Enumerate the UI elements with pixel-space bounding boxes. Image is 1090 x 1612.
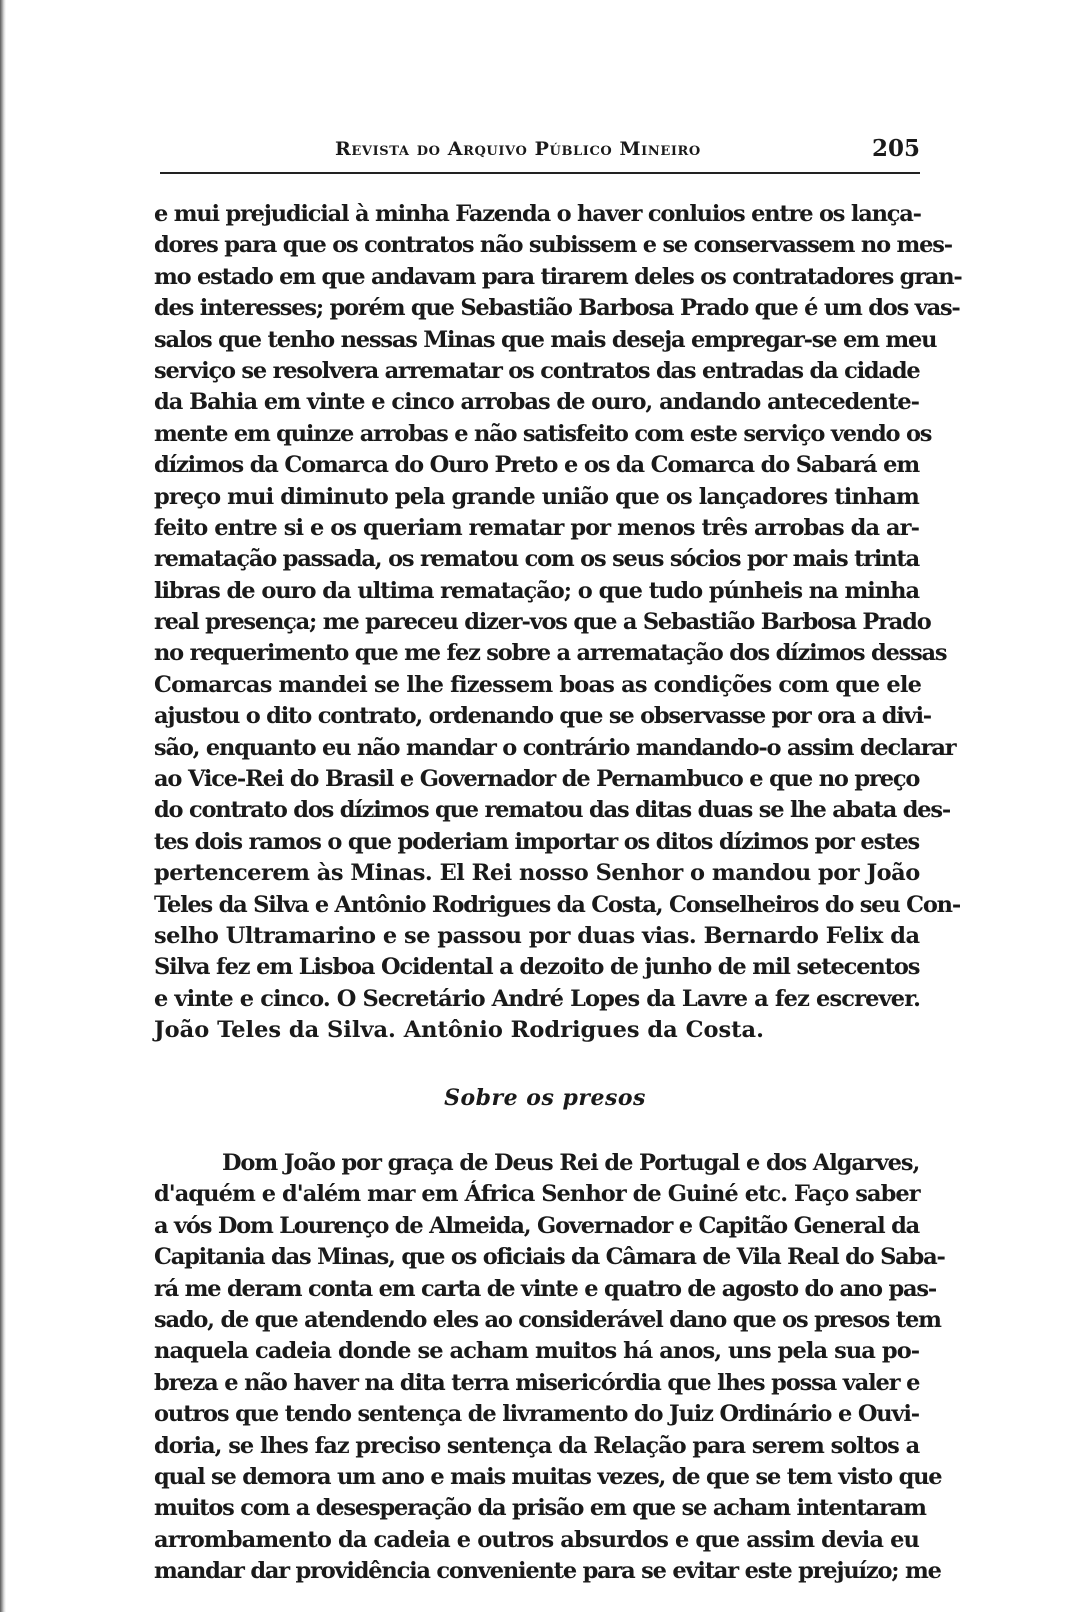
paragraph-section <box>154 1148 945 1587</box>
text-line: mo estado em que andavam para tirarem deles os contratadores gran- <box>154 263 962 290</box>
text-line: pertencerem às Minas. El Rei nosso Senhor o mandou por João <box>154 860 920 887</box>
text-line: Silva fez em Lisboa Ocidental a dezoito de junho de mil setecentos <box>154 954 920 981</box>
text-line: sado, de que atendendo eles ao considerável dano que os presos tem <box>154 1306 941 1333</box>
text-line: dores para que os contratos não subissem e se conservassem no mes- <box>154 232 952 259</box>
text-line: ajustou o dito contrato, ordenando que se observasse por ora a divi- <box>154 703 931 730</box>
page-edge-shadow <box>0 0 6 1612</box>
page-number: 205 <box>871 135 920 162</box>
text-line: qual se demora um ano e mais muitas vezes, de que se tem visto que <box>154 1463 942 1490</box>
text-line: preço mui diminuto pela grande união que os lançadores tinham <box>154 483 919 510</box>
text-line: no requerimento que me fez sobre a arrematação dos dízimos dessas <box>154 640 947 667</box>
paragraph-continued <box>154 199 962 1047</box>
text-line: feito entre si e os queriam rematar por menos três arrobas da ar- <box>154 514 919 541</box>
text-line: Comarcas mandei se lhe fizessem boas as condições com que ele <box>154 671 922 698</box>
text-line: libras de ouro da ultima rematação; o que tudo púnheis na minha <box>154 577 919 604</box>
text-line: Capitania das Minas, que os oficiais da Câmara de Vila Real do Saba- <box>154 1244 945 1271</box>
text-line: arrombamento da cadeia e outros absurdos e que assim devia eu <box>154 1526 920 1553</box>
text-line: doria, se lhes faz preciso sentença da Relação para serem soltos a <box>154 1432 920 1459</box>
text-line: salos que tenho nessas Minas que mais deseja empregar-se em meu <box>154 326 937 353</box>
text-line: Dom João por graça de Deus Rei de Portugal e dos Algarves, <box>222 1150 920 1176</box>
text-line: tes dois ramos o que poderiam importar os ditos dízimos por estes <box>154 828 919 855</box>
text-line: mente em quinze arrobas e não satisfeito com este serviço vendo os <box>154 420 932 447</box>
text-line: breza e não haver na dita terra misericórdia que lhes possa valer e <box>154 1369 920 1396</box>
text-line: rematação passada, os rematou com os seus sócios por mais trinta <box>154 546 919 573</box>
text-line: a vós Dom Lourenço de Almeida, Governador e Capitão General da <box>154 1212 920 1239</box>
text-line: João Teles da Silva. Antônio Rodrigues da Costa. <box>154 1017 764 1044</box>
text-line: selho Ultramarino e se passou por duas vias. Bernardo Felix da <box>154 922 920 949</box>
text-line: da Bahia em vinte e cinco arrobas de ouro, andando antecedente- <box>154 389 919 416</box>
text-line: e vinte e cinco. O Secretário André Lopes da Lavre a fez escrever. <box>154 985 921 1012</box>
text-line: dízimos da Comarca do Ouro Preto e os da Comarca do Sabará em <box>154 452 919 479</box>
text-line: des interesses; porém que Sebastião Barbosa Prado que é um dos vas- <box>154 295 960 322</box>
text-line: muitos com a desesperação da prisão em que se acham intentaram <box>154 1495 926 1522</box>
text-line: d'aquém e d'além mar em África Senhor de Guiné etc. Faço saber <box>154 1181 920 1208</box>
text-line: real presença; me pareceu dizer-vos que a Sebastião Barbosa Prado <box>154 609 931 636</box>
text-line: Teles da Silva e Antônio Rodrigues da Costa, Conselheiros do seu Con- <box>154 891 960 918</box>
text-line: ao Vice-Rei do Brasil e Governador de Pernambuco e que no preço <box>154 766 920 793</box>
section-heading: Sobre os presos <box>444 1085 646 1111</box>
text-line: naquela cadeia donde se acham muitos há anos, uns pela sua po- <box>154 1338 920 1365</box>
text-line: do contrato dos dízimos que rematou das ditas duas se lhe abata des- <box>154 797 950 824</box>
journal-title: Revista do Arquivo Público Mineiro <box>335 138 701 160</box>
text-line: serviço se resolvera arrematar os contratos das entradas da cidade <box>154 357 920 384</box>
text-line: mandar dar providência conveniente para se evitar este prejuízo; me <box>154 1558 941 1585</box>
running-header <box>160 135 920 174</box>
text-line: outros que tendo sentença de livramento do Juiz Ordinário e Ouvi- <box>154 1401 919 1428</box>
text-line: e mui prejudicial à minha Fazenda o haver conluios entre os lança- <box>154 201 921 227</box>
text-line: rá me deram conta em carta de vinte e quatro de agosto do ano pas- <box>154 1275 936 1302</box>
text-line: são, enquanto eu não mandar o contrário mandando-o assim declarar <box>154 734 956 761</box>
